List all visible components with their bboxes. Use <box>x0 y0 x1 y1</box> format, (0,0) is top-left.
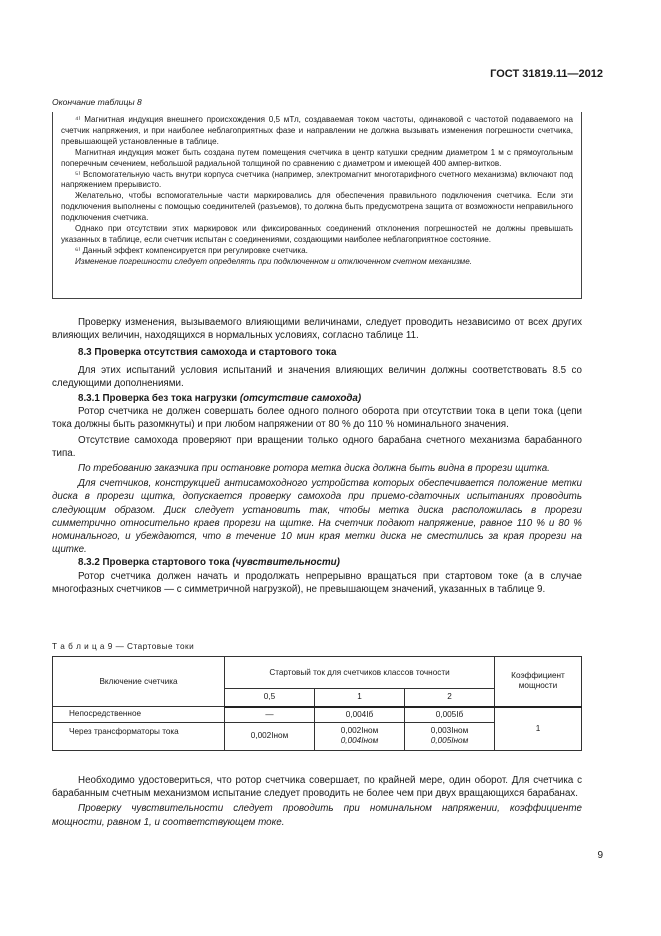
col-header-class: 1 <box>314 689 404 707</box>
table9-caption: Т а б л и ц а 9 — Стартовые токи <box>52 642 195 651</box>
table-cell: 0,002Iном 0,004Iном <box>314 722 404 750</box>
paragraph: Проверку чувствительности следует проводить при номинальном напряжении, коэффициенте мощности, равном 1, и соответствующем токе. <box>52 803 582 828</box>
paragraph: Для счетчиков, конструкцией антисамоходного устройства которых обеспечивается положение метки диска в прорези щитка, допускается проверку самохода при приемо-сдаточных испытаниях проводить следующим образом. Диск следует установить так, чтобы метка диска расположилась в прорези симметрично относительно краев прорези на щитке. На счетчик подают напряжение, равное 110 % и 80 % номинального, и убеждаются, что в течение 10 мин края метки диска не сместились за края прорези на щитке. <box>52 478 582 556</box>
note-4: ⁴⁾ Магнитная индукция внешнего происхождения 0,5 мТл, создаваемая током частоты, одинаковой с частотой подаваемого на счетчик напряжения, и при наиболее неблагоприятных фазе и направлении не должна вызывать изменения погрешности счетчика, превышающей установленные в таблице. <box>61 115 573 146</box>
main-text-1 <box>52 316 582 596</box>
paragraph: Для этих испытаний условия испытаний и значения влияющих величин должны соответствовать 8.5 со следующими дополнениями. <box>52 364 582 389</box>
table-continuation-label: Окончание таблицы 8 <box>52 97 142 107</box>
col-header-inclusion: Включение счетчика <box>53 657 225 707</box>
note-6-cont: Изменение погрешности следует определять при подключенном и отключенном счетном механизме. <box>75 256 472 266</box>
table-cell: 0,003Iном 0,005Iном <box>404 722 494 750</box>
col-header-class: 0,5 <box>225 689 315 707</box>
main-text-2 <box>52 774 582 829</box>
note-5-cont2: Однако при отсутствии этих маркировок или фиксированных соединений отклонения погрешностей не должны превышать указанных в таблице, если счетчик испытан с соединениями, создающими наиболее неблагоприятное состояние. <box>61 224 573 244</box>
table9-starting-currents <box>52 656 582 751</box>
table-cell: 0,002Iном <box>225 722 315 750</box>
paragraph: Необходимо удостовериться, что ротор счетчика совершает, по крайней мере, один оборот. Для счетчика с барабанным счетным механизмом испытание следует проводить не более чем при двух вращающихся барабанах. <box>52 775 582 800</box>
col-header-class: 2 <box>404 689 494 707</box>
paragraph: Ротор счетчика не должен совершать более одного полного оборота при отсутствии тока в цепи тока (цепи тока должны быть разомкнуты) и при любом напряжении от 80 % до 110 % номинального значения. <box>52 406 582 431</box>
row-label: Непосредственное <box>53 707 225 723</box>
section-heading-8-3: 8.3 Проверка отсутствия самохода и стартового тока <box>78 347 337 359</box>
page-number: 9 <box>597 850 603 861</box>
section-heading-8-3-2: 8.3.2 Проверка стартового тока (чувствительности) <box>78 557 340 569</box>
paragraph: По требованию заказчика при остановке ротора метка диска должна быть видна в прорези щитка. <box>78 463 550 475</box>
note-5: ⁵⁾ Вспомогательную часть внутри корпуса счетчика (например, электромагнит многотарифного счетного механизма) включают под напряжением прерывисто. <box>61 169 573 190</box>
paragraph: Ротор счетчика должен начать и продолжать непрерывно вращаться при стартовом токе (а в случае многофазных счетчиков — с симметричной нагрузкой), не превышающем значений, указанных в таблице 9. <box>52 570 582 595</box>
note-5-cont: Желательно, чтобы вспомогательные части маркировались для обеспечения правильного подключения счетчика. Если эти подключения выполнены с помощью соединителей (разъемов), то должна быть предусмотрена защита от возможности неправильного подключения счетчика. <box>61 191 573 223</box>
table-cell: 0,004Iб <box>314 707 404 723</box>
note-6: ⁶⁾ Данный эффект компенсируется при регулировке счетчика. <box>75 245 308 255</box>
document-id: ГОСТ 31819.11—2012 <box>490 68 603 80</box>
table-cell: 0,005Iб <box>404 707 494 723</box>
table8-notes <box>52 112 582 299</box>
table-cell: — <box>225 707 315 723</box>
col-header-starting-current: Стартовый ток для счетчиков классов точности <box>225 657 495 689</box>
power-factor-value: 1 <box>495 707 582 751</box>
table-row <box>53 707 582 723</box>
col-header-power-factor: Коэффициент мощности <box>495 657 582 707</box>
row-label: Через трансформаторы тока <box>53 722 225 750</box>
section-heading-8-3-1: 8.3.1 Проверка без тока нагрузки (отсутствие самохода) <box>78 393 362 405</box>
note-4-cont: Магнитная индукция может быть создана путем помещения счетчика в центр катушки средним диаметром 1 м с прямоугольным поперечным сечением, небольшой радиальной толщиной по сравнению с диаметром и имеющей 400 ампер-витков. <box>61 147 573 168</box>
paragraph: Проверку изменения, вызываемого влияющими величинами, следует проводить независимо от всех других влияющих величин, находящихся в нормальных условиях, согласно таблице 11. <box>52 317 582 342</box>
paragraph: Отсутствие самохода проверяют при вращении только одного барабана счетного механизма барабанного типа. <box>52 434 582 459</box>
